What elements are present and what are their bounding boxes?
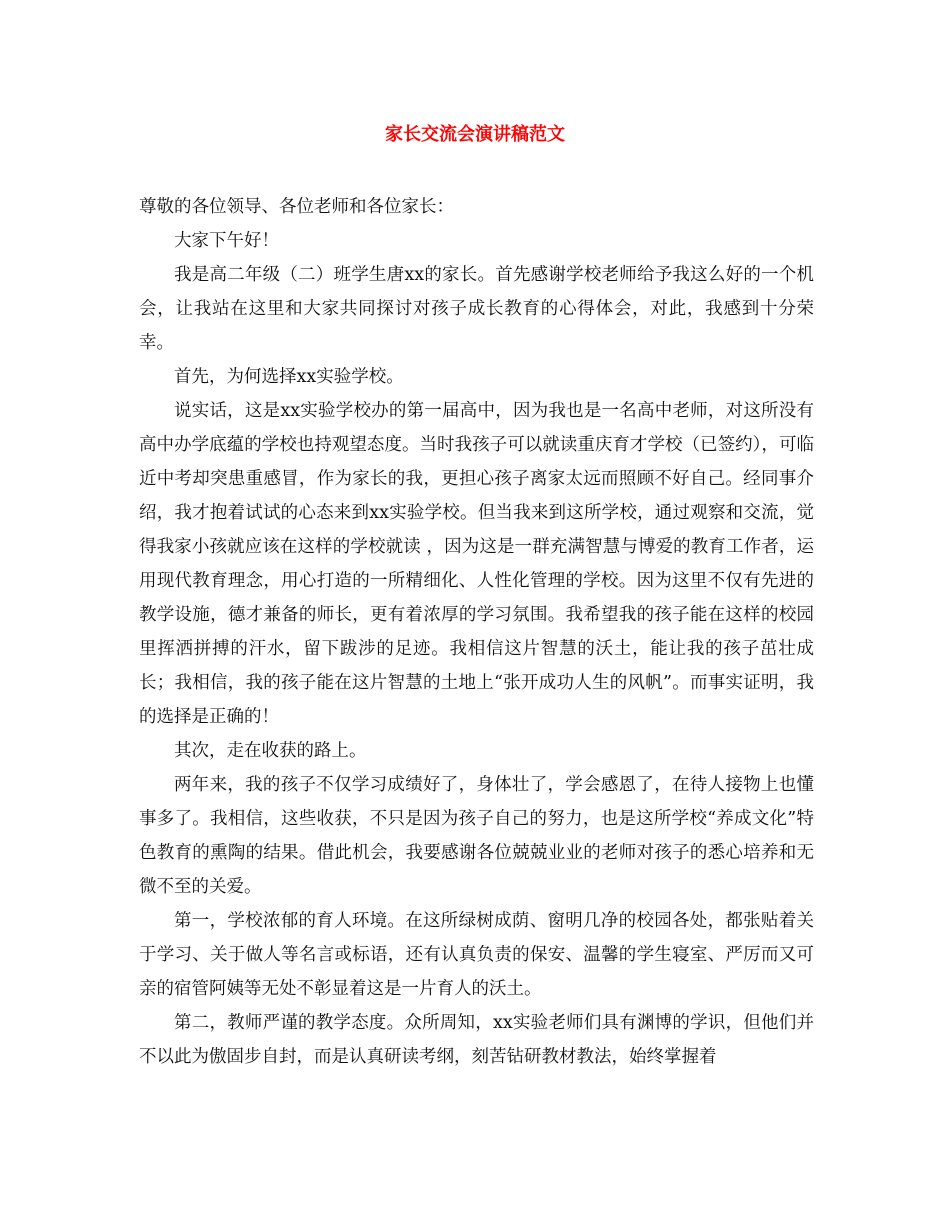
paragraph-environment: 第一，学校浓郁的育人环境。在这所绿树成荫、窗明几净的校园各处，都张贴着关于学习、关于做人等名言或标语，还有认真负责的保安、温馨的学生寝室、严厉而又可亲的宿管阿姨等无处不彰显着这是一片育人的沃土。 [139,911,814,999]
paragraph-teaching-attitude: 第二，教师严谨的教学态度。众所周知，xx实验老师们具有渊博的学识，但他们并不以此为傲固步自封，而是认真研读考纲，刻苦钻研教材教法，始终掌握着 [139,1013,814,1067]
paragraph-heading-harvest: 其次，走在收获的路上。 [174,741,367,761]
paragraph-greeting: 大家下午好！ [174,231,279,251]
document-body [139,190,814,1074]
paragraph-harvest: 两年来，我的孩子不仅学习成绩好了，身体壮了，学会感恩了，在待人接物上也懂事多了。我相信，这些收获，不只是因为孩子自己的努力，也是这所学校“养成文化”特色教育的熏陶的结果。借此机会，我要感谢各位兢兢业业的老师对孩子的悉心培养和无微不至的关爱。 [139,775,814,897]
paragraph-introduction: 我是高二年级（二）班学生唐xx的家长。首先感谢学校老师给予我这么好的一个机会，让我站在这里和大家共同探讨对孩子成长教育的心得体会，对此，我感到十分荣幸。 [139,265,814,353]
paragraph-why-choose: 说实话，这是xx实验学校办的第一届高中，因为我也是一名高中老师，对这所没有高中办学底蕴的学校也持观望态度。当时我孩子可以就读重庆育才学校（已签约），可临近中考却突患重感冒，作为家长的我，更担心孩子离家太远而照顾不好自己。经同事介绍，我才抱着试试的心态来到xx实验学校。但当我来到这所学校，通过观察和交流，觉得我家小孩就应该在这样的学校就读 ，因为这是一群充满智慧与博爱的教育工作者，运用现代教育理念，用心打造的一所精细化、人性化管理的学校。因为这里不仅有先进的教学设施，德才兼备的师长，更有着浓厚的学习氛围。我希望我的孩子能在这样的校园里挥洒拼搏的汗水，留下跋涉的足迹。我相信这片智慧的沃土，能让我的孩子茁壮成长；我相信，我的孩子能在这片智慧的土地上“张开成功人生的风帆”。而事实证明，我的选择是正确的！ [139,401,814,727]
salutation: 尊敬的各位领导、各位老师和各位家长： [139,197,454,217]
document-title: 家长交流会演讲稿范文 [385,124,565,145]
paragraph-heading-why-choose: 首先，为何选择xx实验学校。 [174,367,404,387]
